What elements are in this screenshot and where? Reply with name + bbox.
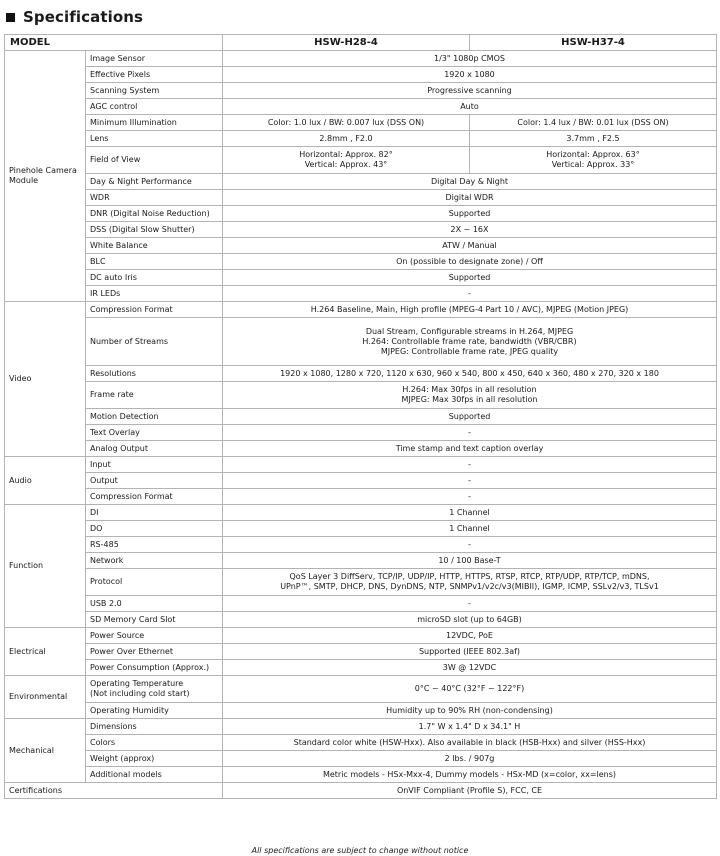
model-b-header: HSW-H37-4 [470, 35, 717, 51]
spec-value: - [223, 537, 717, 553]
spec-label: Analog Output [86, 441, 223, 457]
spec-value: 1 Channel [223, 521, 717, 537]
category-label: Mechanical [5, 719, 86, 783]
spec-value: Digital Day & Night [223, 174, 717, 190]
spec-label: DNR (Digital Noise Reduction) [86, 206, 223, 222]
table-row [5, 131, 717, 147]
spec-label: WDR [86, 190, 223, 206]
footer-note: All specifications are subject to change without notice [251, 846, 469, 855]
table-row [5, 703, 717, 719]
page-title: Specifications [23, 8, 144, 26]
spec-label: Power Source [86, 628, 223, 644]
spec-value: Supported [223, 206, 717, 222]
spec-label: Dimensions [86, 719, 223, 735]
table-row [5, 569, 717, 596]
spec-label: Effective Pixels [86, 67, 223, 83]
spec-value: 1.7" W x 1.4" D x 34.1" H [223, 719, 717, 735]
spec-value-model-a: 2.8mm , F2.0 [223, 131, 470, 147]
spec-label: Input [86, 457, 223, 473]
spec-label: White Balance [86, 238, 223, 254]
spec-value: OnVIF Compliant (Profile S), FCC, CE [223, 783, 717, 799]
table-row [5, 425, 717, 441]
table-row [5, 366, 717, 382]
table-row [5, 644, 717, 660]
table-row [5, 382, 717, 409]
spec-value: 12VDC, PoE [223, 628, 717, 644]
spec-label: SD Memory Card Slot [86, 612, 223, 628]
spec-label: Colors [86, 735, 223, 751]
spec-value-model-b: Horizontal: Approx. 63° Vertical: Approx. 33° [470, 147, 717, 174]
table-row [5, 409, 717, 425]
spec-value: Supported [223, 409, 717, 425]
spec-value-model-a: Horizontal: Approx. 82° Vertical: Approx. 43° [223, 147, 470, 174]
bullet-square-icon [6, 13, 15, 22]
table-row [5, 318, 717, 366]
spec-value: Standard color white (HSW-Hxx). Also available in black (HSB-Hxx) and silver (HSS-Hxx) [223, 735, 717, 751]
spec-value-model-b: Color: 1.4 lux / BW: 0.01 lux (DSS ON) [470, 115, 717, 131]
table-row [5, 596, 717, 612]
spec-value: Humidity up to 90% RH (non-condensing) [223, 703, 717, 719]
category-label: Certifications [5, 783, 223, 799]
category-label: Pinehole Camera Module [5, 51, 86, 302]
table-row [5, 676, 717, 703]
table-row [5, 553, 717, 569]
table-row [5, 612, 717, 628]
table-row [5, 735, 717, 751]
table-row [5, 537, 717, 553]
spec-label: Lens [86, 131, 223, 147]
spec-value: Supported (IEEE 802.3af) [223, 644, 717, 660]
table-row [5, 83, 717, 99]
spec-label: Field of View [86, 147, 223, 174]
table-row [5, 115, 717, 131]
spec-value: H.264 Baseline, Main, High profile (MPEG-4 Part 10 / AVC), MJPEG (Motion JPEG) [223, 302, 717, 318]
table-row [5, 521, 717, 537]
table-row [5, 489, 717, 505]
spec-label: Compression Format [86, 302, 223, 318]
specifications-table [4, 34, 717, 799]
category-label: Electrical [5, 628, 86, 676]
spec-value: QoS Layer 3 DiffServ, TCP/IP, UDP/IP, HTTP, HTTPS, RTSP, RTCP, RTP/UDP, RTP/TCP, mDNS, UPnP™, SMTP, DHCP, DNS, DynDNS, NTP, SNMPv1/v2c/v3(MIBII), IGMP, ICMP, SSLv2/v3, TLSv1 [223, 569, 717, 596]
spec-label: AGC control [86, 99, 223, 115]
table-row [5, 783, 717, 799]
spec-label: IR LEDs [86, 286, 223, 302]
table-row [5, 751, 717, 767]
spec-label: Operating Temperature (Not including cold start) [86, 676, 223, 703]
model-a-header: HSW-H28-4 [223, 35, 470, 51]
table-row [5, 147, 717, 174]
table-row [5, 67, 717, 83]
spec-label: Weight (approx) [86, 751, 223, 767]
spec-label: Network [86, 553, 223, 569]
spec-value: 2X ~ 16X [223, 222, 717, 238]
table-body [5, 51, 717, 799]
table-row [5, 719, 717, 735]
table-row [5, 206, 717, 222]
table-row [5, 302, 717, 318]
spec-value: Dual Stream, Configurable streams in H.264, MJPEG H.264: Controllable frame rate, bandwidth (VBR/CBR) MJPEG: Controllable frame rate, JPEG quality [223, 318, 717, 366]
category-label: Audio [5, 457, 86, 505]
table-row [5, 767, 717, 783]
table-header-row [5, 35, 717, 51]
spec-value-model-b: 3.7mm , F2.5 [470, 131, 717, 147]
spec-label: Operating Humidity [86, 703, 223, 719]
spec-label: Motion Detection [86, 409, 223, 425]
spec-value: - [223, 489, 717, 505]
spec-label: USB 2.0 [86, 596, 223, 612]
spec-value: 3W @ 12VDC [223, 660, 717, 676]
spec-value: Metric models - HSx-Mxx-4, Dummy models - HSx-MD (x=color, xx=lens) [223, 767, 717, 783]
spec-label: Number of Streams [86, 318, 223, 366]
table-row [5, 457, 717, 473]
table-row [5, 238, 717, 254]
spec-label: RS-485 [86, 537, 223, 553]
table-row [5, 473, 717, 489]
spec-label: Scanning System [86, 83, 223, 99]
spec-label: DC auto Iris [86, 270, 223, 286]
table-row [5, 660, 717, 676]
spec-label: Minimum Illumination [86, 115, 223, 131]
spec-value: Progressive scanning [223, 83, 717, 99]
table-row [5, 99, 717, 115]
spec-value: Time stamp and text caption overlay [223, 441, 717, 457]
spec-value: Digital WDR [223, 190, 717, 206]
spec-label: Image Sensor [86, 51, 223, 67]
table-row [5, 222, 717, 238]
spec-value: - [223, 596, 717, 612]
spec-label: Output [86, 473, 223, 489]
spec-label: Power Consumption (Approx.) [86, 660, 223, 676]
spec-label: BLC [86, 254, 223, 270]
spec-label: Additional models [86, 767, 223, 783]
spec-value: 1 Channel [223, 505, 717, 521]
spec-value: On (possible to designate zone) / Off [223, 254, 717, 270]
spec-value: 0°C ~ 40°C (32°F ~ 122°F) [223, 676, 717, 703]
spec-value: microSD slot (up to 64GB) [223, 612, 717, 628]
table-row [5, 174, 717, 190]
section-heading [6, 6, 143, 28]
category-label: Function [5, 505, 86, 628]
table-row [5, 628, 717, 644]
category-label: Video [5, 302, 86, 457]
spec-value: ATW / Manual [223, 238, 717, 254]
spec-value: Supported [223, 270, 717, 286]
spec-label: Power Over Ethernet [86, 644, 223, 660]
spec-value: - [223, 473, 717, 489]
spec-value: - [223, 286, 717, 302]
spec-value: 1/3" 1080p CMOS [223, 51, 717, 67]
table-row [5, 190, 717, 206]
table-row [5, 441, 717, 457]
spec-label: Text Overlay [86, 425, 223, 441]
table-row [5, 505, 717, 521]
table-row [5, 270, 717, 286]
model-header: MODEL [5, 35, 223, 51]
spec-label: DI [86, 505, 223, 521]
spec-value: - [223, 425, 717, 441]
spec-label: Day & Night Performance [86, 174, 223, 190]
spec-label: Compression Format [86, 489, 223, 505]
table-row [5, 51, 717, 67]
spec-value: Auto [223, 99, 717, 115]
spec-value: 1920 x 1080, 1280 x 720, 1120 x 630, 960 x 540, 800 x 450, 640 x 360, 480 x 270, 320 x 180 [223, 366, 717, 382]
spec-value: H.264: Max 30fps in all resolution MJPEG: Max 30fps in all resolution [223, 382, 717, 409]
spec-label: DO [86, 521, 223, 537]
category-label: Environmental [5, 676, 86, 719]
spec-label: Frame rate [86, 382, 223, 409]
spec-value-model-a: Color: 1.0 lux / BW: 0.007 lux (DSS ON) [223, 115, 470, 131]
spec-value: 10 / 100 Base-T [223, 553, 717, 569]
spec-value: - [223, 457, 717, 473]
spec-label: Resolutions [86, 366, 223, 382]
spec-value: 2 lbs. / 907g [223, 751, 717, 767]
spec-label: Protocol [86, 569, 223, 596]
spec-label: DSS (Digital Slow Shutter) [86, 222, 223, 238]
table-row [5, 254, 717, 270]
spec-value: 1920 x 1080 [223, 67, 717, 83]
table-row [5, 286, 717, 302]
